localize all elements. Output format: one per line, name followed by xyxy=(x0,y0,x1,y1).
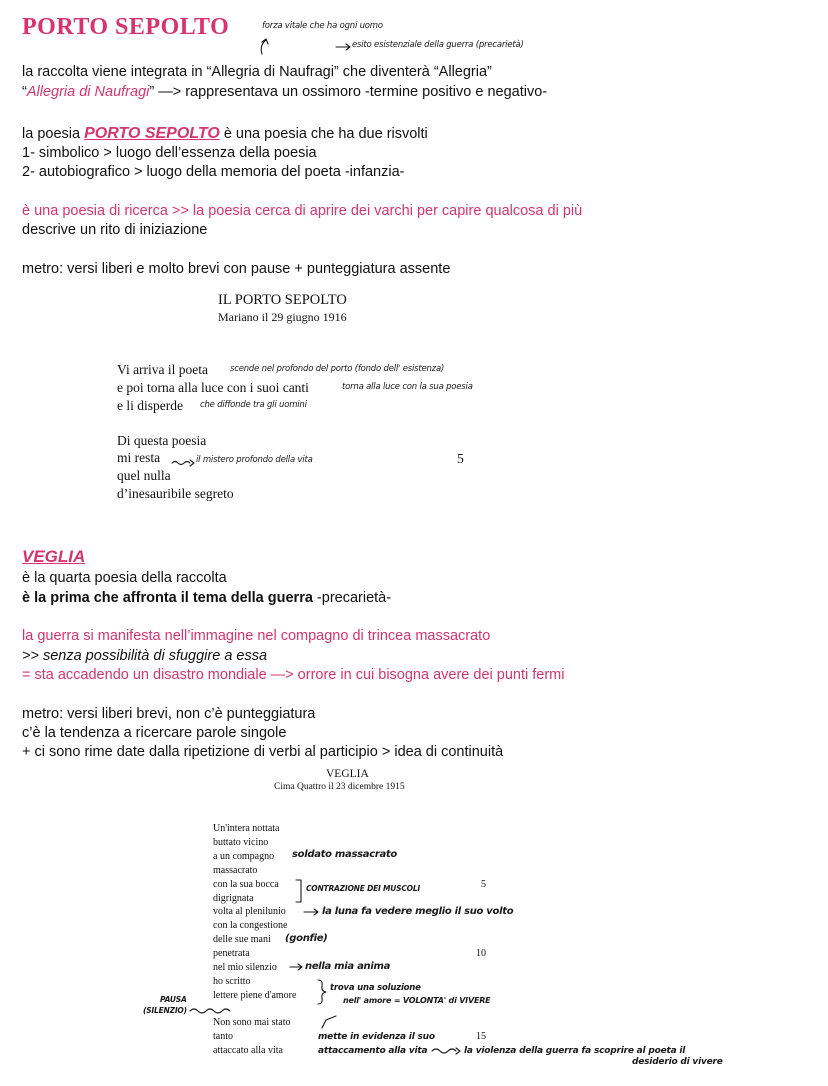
text-line: la raccolta viene integrata in “Allegria di Naufragi” che diventerà “Allegria” xyxy=(22,64,492,80)
poem2-subtitle: Cima Quattro il 23 dicembre 1915 xyxy=(274,782,405,792)
text-line: è la quarta poesia della raccolta xyxy=(22,570,227,586)
text-line xyxy=(22,83,547,103)
text-line: metro: versi liberi e molto brevi con pause + punteggiatura assente xyxy=(22,261,451,277)
poem1-line-number: 5 xyxy=(457,451,464,466)
poem1-note: il mistero profondo della vita xyxy=(196,455,313,465)
text-line: = sta accadendo un disastro mondiale —> orrore in cui bisogna avere dei punti fermi xyxy=(22,667,565,683)
poem1-title: IL PORTO SEPOLTO xyxy=(218,292,347,308)
poem1-line: e li disperde xyxy=(117,398,183,413)
arrowhead-mark xyxy=(190,460,194,466)
poem2-note: (SILENZIO) xyxy=(143,1006,187,1015)
arrowhead-mark xyxy=(456,1048,460,1054)
text-fragment: -precarietà- xyxy=(312,590,392,606)
arrowhead-mark xyxy=(346,44,350,50)
text-line: >> senza possibilità di sfuggire a essa xyxy=(22,648,268,664)
text-line xyxy=(22,124,428,145)
poem2-line: a un compagno xyxy=(213,851,275,862)
text-fragment: ” —> rappresentava un ossimoro -termine positivo e negativo- xyxy=(149,84,548,100)
poem1-note: scende nel profondo del porto (fondo dell' esistenza) xyxy=(230,364,445,374)
poem2-note: CONTRAZIONE DEI MUSCOLI xyxy=(306,884,421,893)
poem2-line-number: 15 xyxy=(476,1031,486,1042)
poem1-line: quel nulla xyxy=(117,468,171,483)
poem2-note: la violenza della guerra fa scoprire al poeta il xyxy=(464,1046,686,1056)
text-fragment: la poesia xyxy=(22,126,85,142)
poem1-subtitle: Mariano il 29 giugno 1916 xyxy=(218,310,347,324)
text-line xyxy=(22,589,391,609)
poem2-line: attaccato alla vita xyxy=(213,1045,283,1056)
poem2-note: desiderio di vivere xyxy=(632,1057,723,1067)
note-forza-vitale: forza vitale che ha ogni uomo xyxy=(262,21,383,31)
brace-mark xyxy=(318,980,326,1004)
poem2-line: con la congestione xyxy=(213,920,288,931)
poem1-line: Vi arriva il poeta xyxy=(117,362,209,377)
porto-sepolto-inline-title: PORTO SEPOLTO xyxy=(84,125,220,142)
poem2-line: digrignata xyxy=(213,893,254,904)
poem2-line: penetrata xyxy=(213,948,250,959)
arrowhead-mark xyxy=(314,909,318,915)
arrow-up-mark xyxy=(261,40,266,54)
poem2-line-number: 10 xyxy=(476,948,486,959)
poem2-note: mette in evidenza il suo xyxy=(318,1032,435,1042)
poem2-note: nell' amore = VOLONTA' di VIVERE xyxy=(343,996,491,1005)
poem2-line: volta al plenilunio xyxy=(213,906,286,917)
text-line: è una poesia di ricerca >> la poesia cerca di aprire dei varchi per capire qualcosa di più xyxy=(22,203,583,219)
poem2-line: con la sua bocca xyxy=(213,879,279,890)
squiggle-arrow-mark xyxy=(432,1049,456,1053)
poem2-line: Un'intera nottata xyxy=(213,823,280,834)
poem2-line: lettere piene d'amore xyxy=(213,990,297,1001)
poem2-note: nella mia anima xyxy=(305,961,391,972)
poem2-note: attaccamento alla vita xyxy=(318,1046,428,1056)
text-line: la guerra si manifesta nell’immagine nel compagno di trincea massacrato xyxy=(22,628,491,644)
text-line: c’è la tendenza a ricercare parole singole xyxy=(22,725,287,741)
checkmark-mark xyxy=(322,1016,336,1028)
poem2-line: ho scritto xyxy=(213,976,251,987)
veglia-heading: VEGLIA xyxy=(22,547,86,566)
quote-mark: “ xyxy=(22,84,27,100)
poem1-note: torna alla luce con la sua poesia xyxy=(342,382,473,392)
poem2-line: tanto xyxy=(213,1031,233,1042)
poem2-note: PAUSA xyxy=(160,995,187,1004)
poem2-note: trova una soluzione xyxy=(330,983,421,993)
poem2-note: la luna fa vedere meglio il suo volto xyxy=(322,906,514,917)
allegria-naufragi-title: Allegria di Naufragi xyxy=(26,84,150,100)
text-line: metro: versi liberi brevi, non c’è punteggiatura xyxy=(22,706,316,722)
text-line: descrive un rito di iniziazione xyxy=(22,222,208,238)
poem1-line: d’inesauribile segreto xyxy=(117,486,234,501)
note-esito-guerra: esito esistenziale della guerra (precarietà) xyxy=(352,40,524,50)
text-fragment-bold: è la prima che affronta il tema della guerra xyxy=(22,590,313,606)
poem1-line: e poi torna alla luce con i suoi canti xyxy=(117,380,309,395)
squiggle-arrow-mark xyxy=(172,462,190,465)
poem2-line: massacrato xyxy=(213,865,258,876)
poem2-line: Non sono mai stato xyxy=(213,1017,291,1028)
poem1-line: mi resta xyxy=(117,450,161,465)
arrowhead-mark xyxy=(262,39,268,44)
porto-sepolto-heading: PORTO SEPOLTO xyxy=(22,14,230,40)
poem2-title: VEGLIA xyxy=(326,768,369,780)
poem2-line: buttato vicino xyxy=(213,837,269,848)
text-line: + ci sono rime date dalla ripetizione di verbi al participio > idea di continuità xyxy=(22,744,504,760)
text-line: 2- autobiografico > luogo della memoria del poeta -infanzia- xyxy=(22,164,405,180)
poem2-line-number: 5 xyxy=(481,879,486,890)
poem2-note: soldato massacrato xyxy=(292,849,397,860)
poem2-line: nel mio silenzio xyxy=(213,962,277,973)
arrowhead-mark xyxy=(298,964,302,970)
bracket-mark xyxy=(296,880,301,902)
poem1-line: Di questa poesia xyxy=(117,433,207,448)
poem2-line: delle sue mani xyxy=(213,934,271,945)
text-fragment: è una poesia che ha due risvolti xyxy=(219,126,428,142)
text-line: 1- simbolico > luogo dell’essenza della poesia xyxy=(22,145,317,161)
poem2-note: (gonfie) xyxy=(285,933,328,944)
poem1-note: che diffonde tra gli uomini xyxy=(200,400,307,410)
pause-squiggle-mark xyxy=(190,1009,230,1013)
